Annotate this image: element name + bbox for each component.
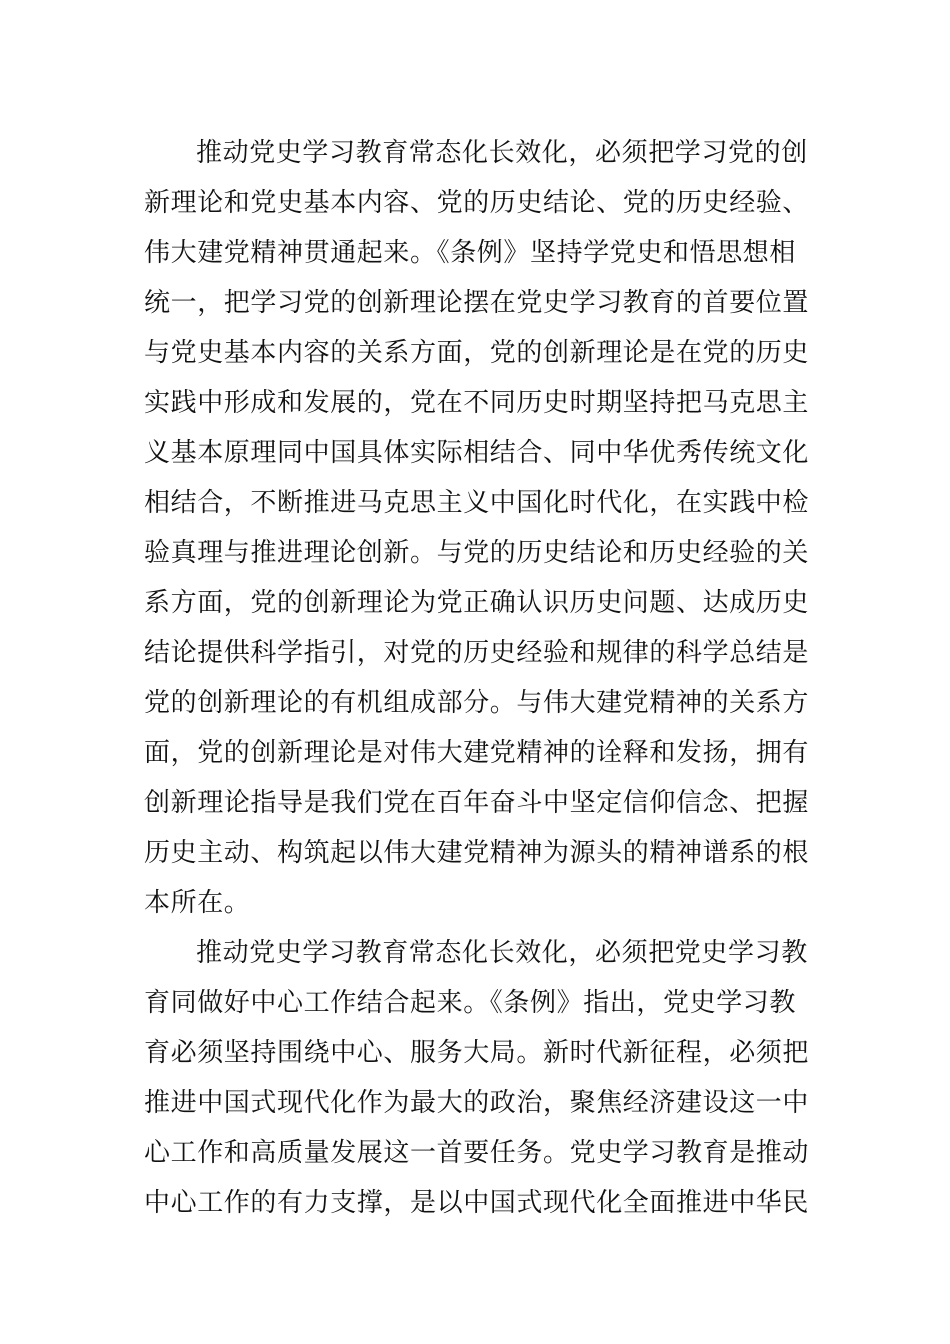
text-line: 心工作和高质量发展这一首要任务。党史学习教育是推动 bbox=[144, 1138, 810, 1168]
text-line: 创新理论指导是我们党在百年奋斗中坚定信仰信念、把握 bbox=[144, 788, 810, 818]
text-line: 推动党史学习教育常态化长效化，必须把党史学习教 bbox=[196, 938, 808, 968]
text-line: 面，党的创新理论是对伟大建党精神的诠释和发扬，拥有 bbox=[144, 738, 810, 768]
text-line: 统一，把学习党的创新理论摆在党史学习教育的首要位置 bbox=[144, 288, 810, 318]
text-line: 中心工作的有力支撑，是以中国式现代化全面推进中华民 bbox=[144, 1188, 810, 1218]
text-line: 相结合，不断推进马克思主义中国化时代化，在实践中检 bbox=[144, 488, 810, 518]
text-line: 伟大建党精神贯通起来。《条例》坚持学党史和悟思想相 bbox=[144, 238, 797, 268]
text-line: 新理论和党史基本内容、党的历史结论、党的历史经验、 bbox=[144, 188, 810, 218]
body-text bbox=[144, 128, 808, 1228]
text-line: 党的创新理论的有机组成部分。与伟大建党精神的关系方 bbox=[144, 688, 810, 718]
text-line: 验真理与推进理论创新。与党的历史结论和历史经验的关 bbox=[144, 538, 810, 568]
text-line: 义基本原理同中国具体实际相结合、同中华优秀传统文化 bbox=[144, 438, 810, 468]
text-line: 推进中国式现代化作为最大的政治，聚焦经济建设这一中 bbox=[144, 1088, 810, 1118]
paragraph-1 bbox=[144, 128, 808, 928]
text-line: 育同做好中心工作结合起来。《条例》指出，党史学习教 bbox=[144, 988, 797, 1018]
text-line: 历史主动、构筑起以伟大建党精神为源头的精神谱系的根 bbox=[144, 838, 810, 868]
text-line: 推动党史学习教育常态化长效化，必须把学习党的创 bbox=[196, 138, 808, 168]
paragraph-2 bbox=[144, 928, 808, 1228]
text-line: 育必须坚持围绕中心、服务大局。新时代新征程，必须把 bbox=[144, 1038, 810, 1068]
text-line: 本所在。 bbox=[144, 888, 251, 918]
text-line: 结论提供科学指引，对党的历史经验和规律的科学总结是 bbox=[144, 638, 810, 668]
text-line: 系方面，党的创新理论为党正确认识历史问题、达成历史 bbox=[144, 588, 810, 618]
text-line: 与党史基本内容的关系方面，党的创新理论是在党的历史 bbox=[144, 338, 810, 368]
text-line: 实践中形成和发展的，党在不同历史时期坚持把马克思主 bbox=[144, 388, 810, 418]
